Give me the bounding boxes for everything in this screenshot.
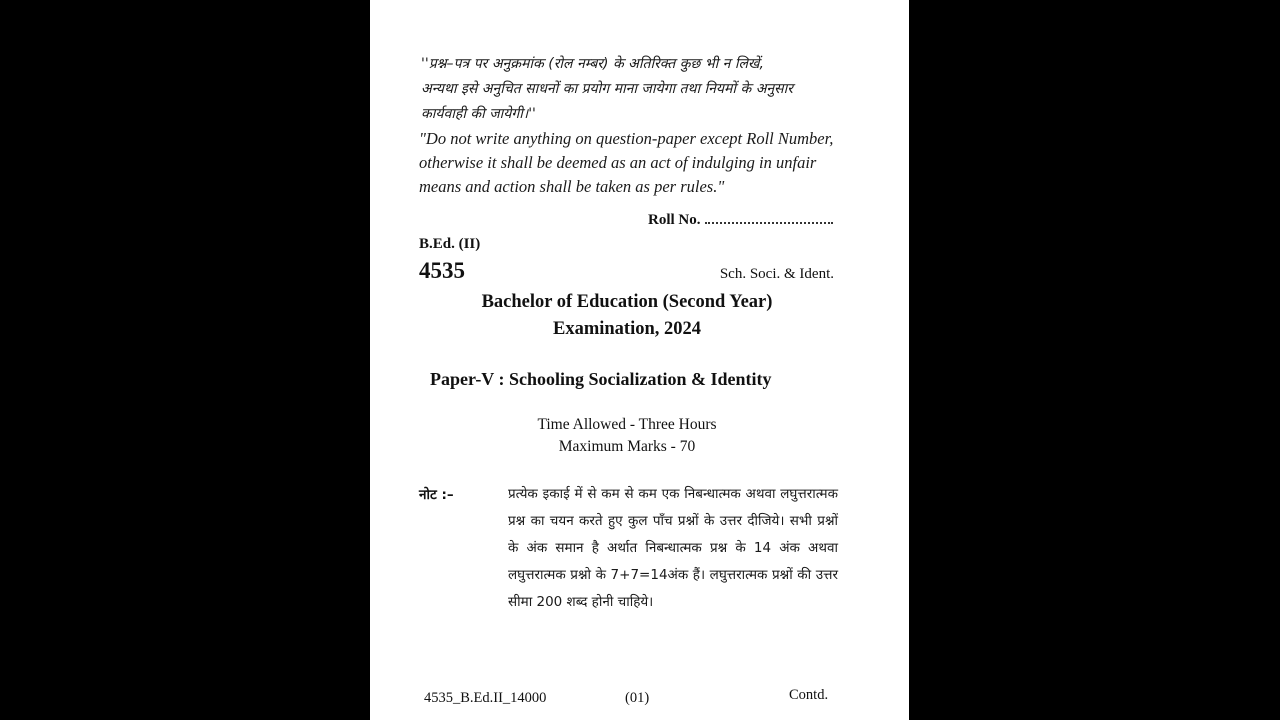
note-instructions: प्रत्येक इकाई में से कम से कम एक निबन्धात्मक अथवा लघुत्तरात्मक प्रश्न का चयन करते हुए कुल पाँच प्रश्नों के उत्तर दीजिये। सभी प्रश्नों के अंक समान है अर्थात निबन्धात्मक प्रश्न के 14 अंक अथवा लघुत्तरात्मक प्रश्नो के 7+7=14अंक हैं। लघुत्तरात्मक प्रश्नों की उत्तर सीमा 200 शब्द होनी चाहिये। <box>508 486 838 610</box>
hindi-warning-line-3: कार्यवाही की जायेगी।'' <box>421 106 536 122</box>
subject-short-name: Sch. Soci. & Ident. <box>719 266 834 282</box>
hindi-warning-line-1: ''प्रश्न–पत्र पर अनुक्रमांक (रोल नम्बर) के अतिरिक्त कुछ भी न लिखें, <box>421 56 764 72</box>
english-warning-line-3: means and action shall be taken as per rules." <box>419 177 725 196</box>
time-allowed: Time Allowed - Three Hours <box>537 416 717 433</box>
roll-number-field <box>648 212 833 229</box>
footer-document-id: 4535_B.Ed.II_14000 <box>424 690 547 706</box>
maximum-marks: Maximum Marks - 70 <box>558 438 696 455</box>
footer-page-number: (01) <box>625 690 650 706</box>
paper-code: 4535 <box>419 258 465 283</box>
footer-continued: Contd. <box>789 687 829 703</box>
roll-number-blank <box>705 222 833 224</box>
exam-year: Examination, 2024 <box>552 319 702 339</box>
note-label: नोट :– <box>419 487 454 503</box>
exam-title: Bachelor of Education (Second Year) <box>481 292 773 312</box>
english-warning-line-1: "Do not write anything on question-paper except Roll Number, <box>419 129 834 148</box>
roll-number-label: Roll No. <box>648 212 701 228</box>
english-warning-line-2: otherwise it shall be deemed as an act of indulging in unfair <box>419 153 817 172</box>
course-name: B.Ed. (II) <box>419 236 481 252</box>
exam-paper-page <box>370 0 909 720</box>
hindi-warning-line-2: अन्यथा इसे अनुचित साधनों का प्रयोग माना जायेगा तथा नियमों के अनुसार <box>421 81 793 97</box>
paper-title: Paper-V : Schooling Socialization & Identity <box>430 369 772 389</box>
